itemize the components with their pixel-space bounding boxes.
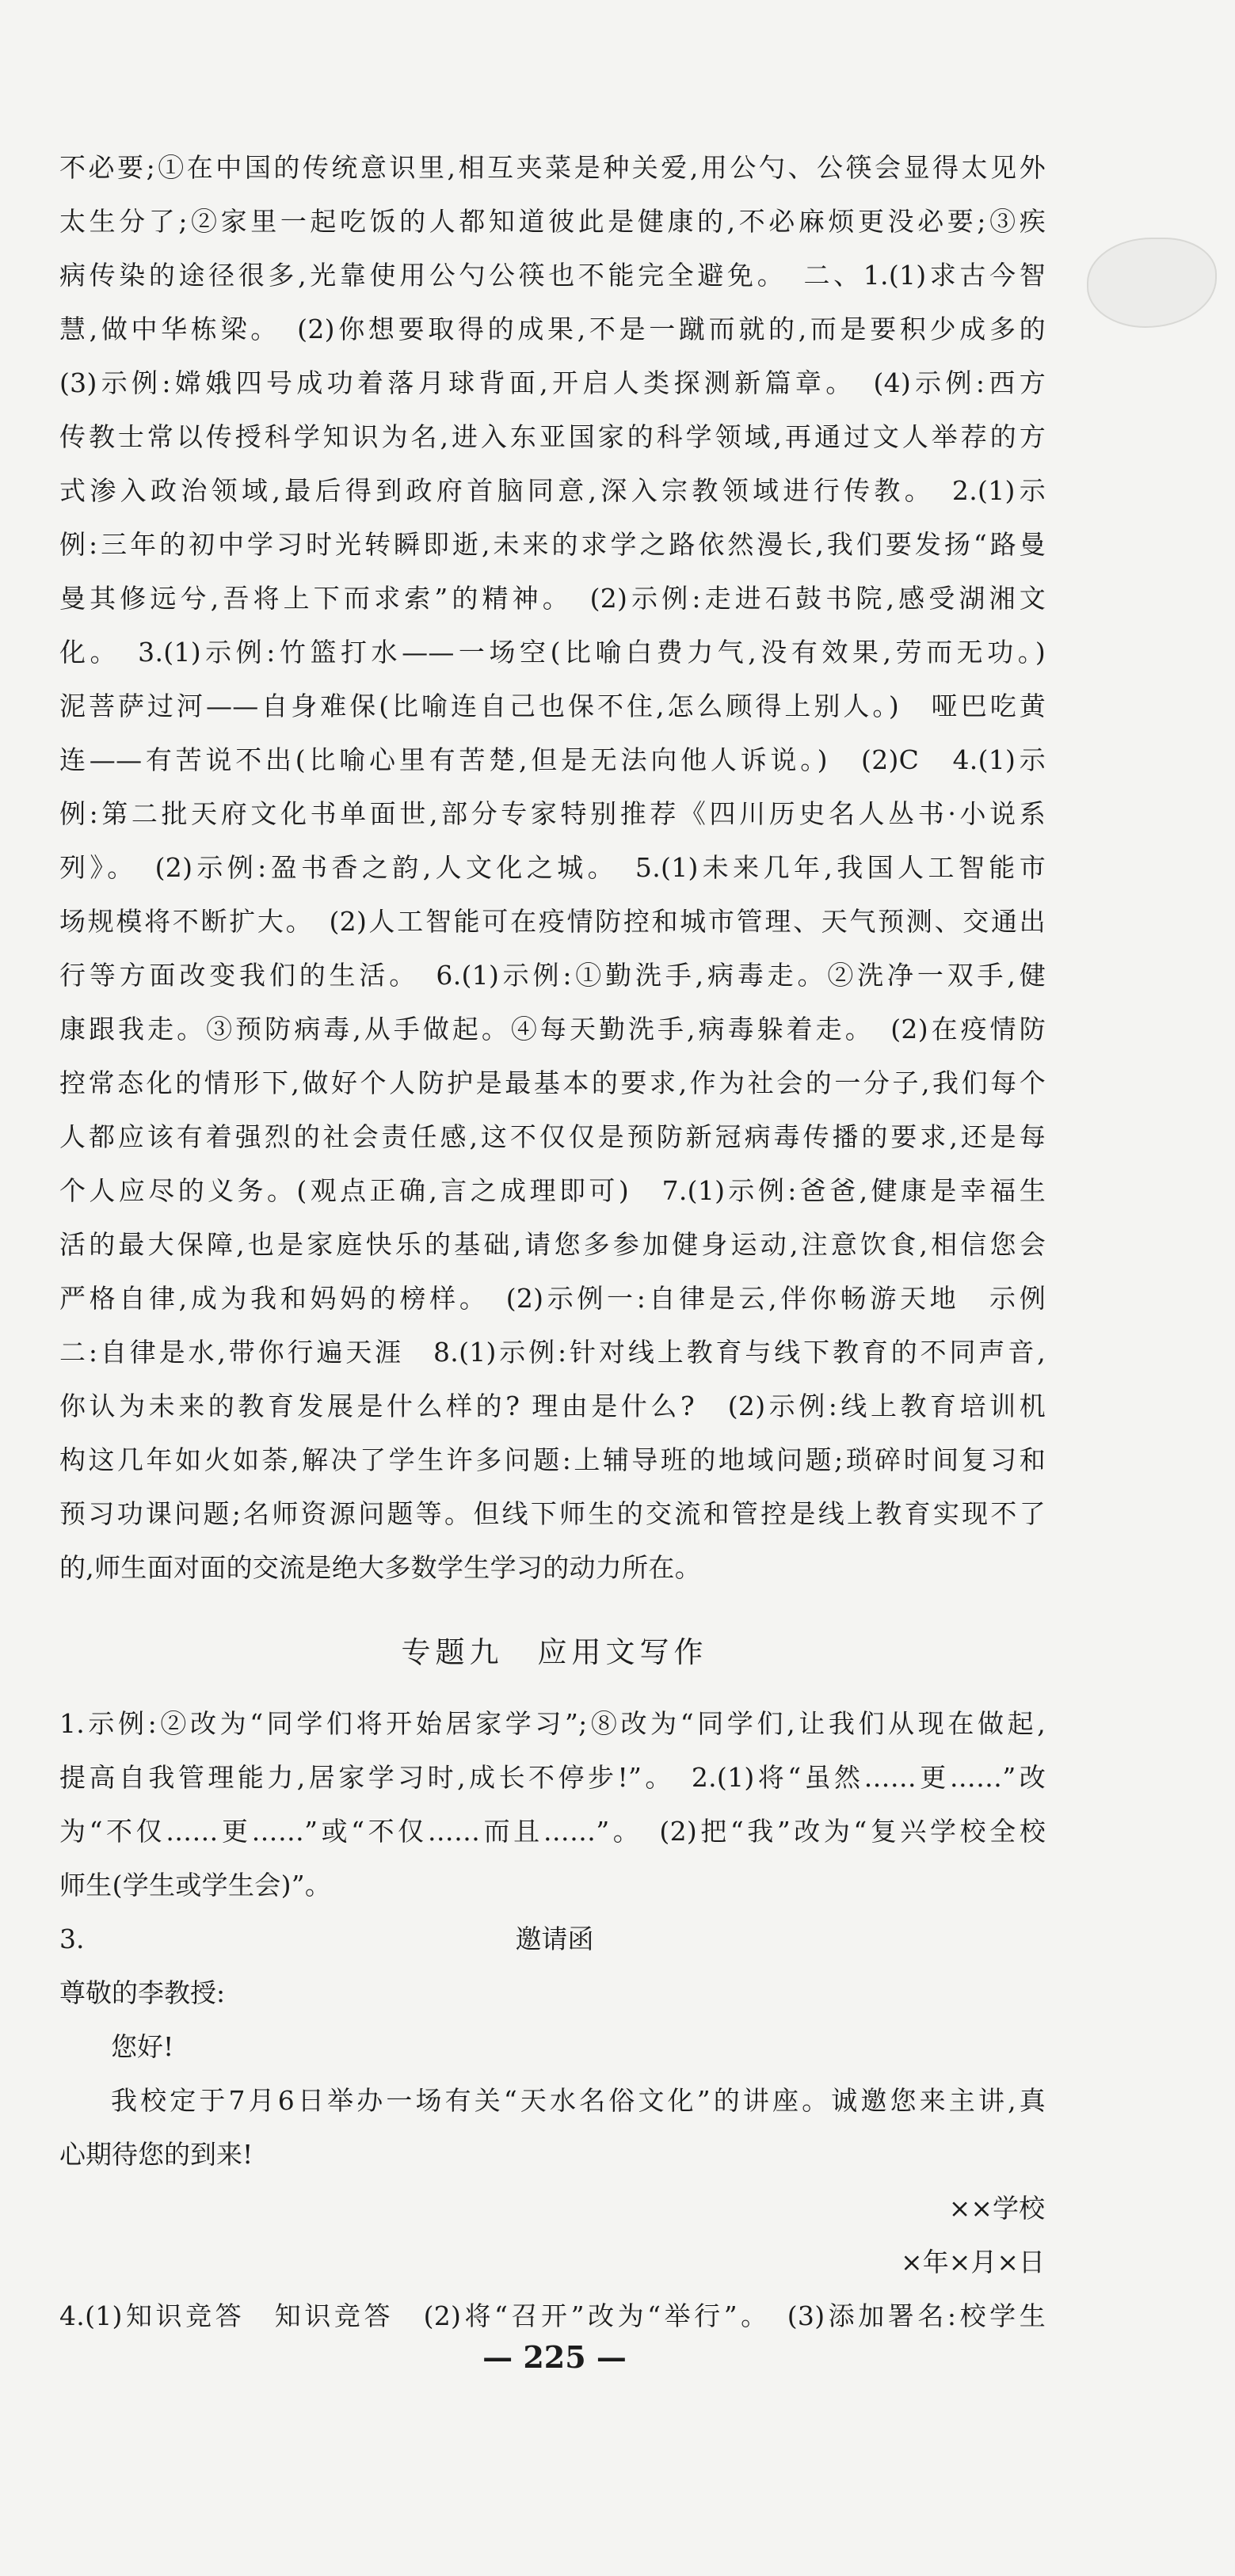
text-line: 病传染的途径很多,光靠使用公勺公筷也不能完全避免。 二、1.(1)求古今智 [59,260,1046,291]
text-line: 式渗入政治领域,最后得到政府首脑同意,深入宗教领域进行传教。 2.(1)示 [59,475,1046,506]
text-line: 曼其修远兮,吾将上下而求索”的精神。 (2)示例:走进石鼓书院,感受湖湘文 [59,583,1046,614]
letter-greeting: 您好! [111,2031,174,2062]
text-line: 不必要;①在中国的传统意识里,相互夹菜是种关爱,用公勺、公筷会显得太见外 [59,152,1046,183]
text-line: 4.(1)知识竞答 知识竞答 (2)将“召开”改为“举行”。 (3)添加署名:校学生 [59,2300,1046,2331]
text-line: 康跟我走。③预防病毒,从手做起。④每天勤洗手,病毒躲着走。 (2)在疫情防 [59,1014,1046,1044]
letter-body-line: 心期待您的到来! [59,2139,253,2170]
text-line: 预习功课问题;名师资源问题等。但线下师生的交流和管控是线上教育实现不了 [59,1498,1046,1529]
text-line: 构这几年如火如荼,解决了学生许多问题:上辅导班的地域问题;琐碎时间复习和 [59,1444,1046,1475]
text-line: 严格自律,成为我和妈妈的榜样。 (2)示例一:自律是云,伴你畅游天地 示例 [59,1283,1046,1314]
text-line: 行等方面改变我们的生活。 6.(1)示例:①勤洗手,病毒走。②洗净一双手,健 [59,960,1046,991]
text-line: 师生(学生或学生会)”。 [59,1870,332,1901]
item-number: 3. [59,1923,85,1954]
text-line: 提高自我管理能力,居家学习时,成长不停步!”。 2.(1)将“虽然……更……”改 [59,1762,1046,1793]
text-line: 场规模将不断扩大。 (2)人工智能可在疫情防控和城市管理、天气预测、交通出 [59,906,1046,937]
text-line: 太生分了;②家里一起吃饭的人都知道彼此是健康的,不必麻烦更没必要;③疾 [59,206,1046,237]
text-line: 的,师生面对面的交流是绝大多数学生学习的动力所在。 [59,1552,701,1583]
text-line: 1.示例:②改为“同学们将开始居家学习”;⑧改为“同学们,让我们从现在做起, [59,1708,1046,1739]
text-line: (3)示例:嫦娥四号成功着落月球背面,开启人类探测新篇章。 (4)示例:西方 [59,367,1046,398]
letter-body-line: 我校定于7月6日举办一场有关“天水名俗文化”的讲座。诚邀您来主讲,真 [111,2085,1046,2116]
text-line: 活的最大保障,也是家庭快乐的基础,请您多参加健身运动,注意饮食,相信您会 [59,1229,1046,1260]
text-line: 二:自律是水,带你行遍天涯 8.(1)示例:针对线上教育与线下教育的不同声音, [59,1337,1046,1368]
corner-stamp-logo [1087,238,1217,328]
text-line: 为“不仅……更……”或“不仅……而且……”。 (2)把“我”改为“复兴学校全校 [59,1816,1046,1847]
text-line: 控常态化的情形下,做好个人防护是最基本的要求,作为社会的一分子,我们每个 [59,1067,1046,1098]
page-number: — 225 — [482,2339,627,2375]
letter-signature: ××学校 [948,2193,1045,2224]
text-line: 泥菩萨过河——自身难保(比喻连自己也保不住,怎么顾得上别人。) 哑巴吃黄 [59,691,1046,721]
text-line: 列》。 (2)示例:盈书香之韵,人文化之城。 5.(1)未来几年,我国人工智能市 [59,852,1046,883]
text-line: 例:第二批天府文化书单面世,部分专家特别推荐《四川历史名人丛书·小说系 [59,798,1046,829]
text-line: 化。 3.(1)示例:竹篮打水——一场空(比喻白费力气,没有效果,劳而无功。) [59,637,1046,668]
text-line: 个人应尽的义务。(观点正确,言之成理即可) 7.(1)示例:爸爸,健康是幸福生 [59,1175,1046,1206]
section-title: 专题九 应用文写作 [401,1635,708,1669]
text-line: 人都应该有着强烈的社会责任感,这不仅仅是预防新冠病毒传播的要求,还是每 [59,1121,1046,1152]
text-line: 慧,做中华栋梁。 (2)你想要取得的成果,不是一蹴而就的,而是要积少成多的 [59,314,1046,344]
letter-date: ×年×月×日 [901,2247,1045,2277]
text-line: 你认为未来的教育发展是什么样的? 理由是什么? (2)示例:线上教育培训机 [59,1391,1046,1421]
text-line: 例:三年的初中学习时光转瞬即逝,未来的求学之路依然漫长,我们要发扬“路曼 [59,529,1046,560]
text-line: 连——有苦说不出(比喻心里有苦楚,但是无法向他人诉说。) (2)C 4.(1)示 [59,744,1046,775]
letter-title: 邀请函 [515,1923,594,1954]
text-line: 传教士常以传授科学知识为名,进入东亚国家的科学领域,再通过文人举荐的方 [59,421,1046,452]
letter-salutation: 尊敬的李教授: [59,1977,226,2008]
